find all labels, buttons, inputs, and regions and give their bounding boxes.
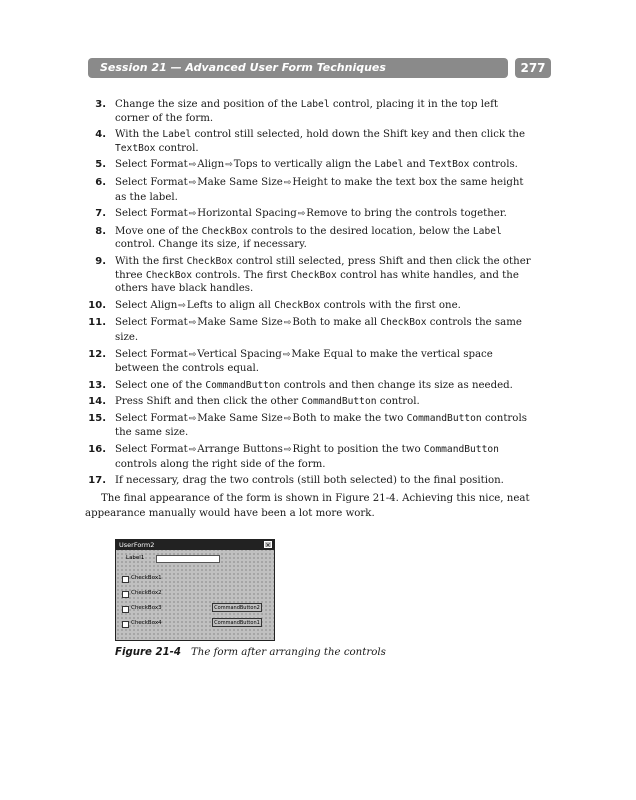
step-text-run: Press Shift and then click the other bbox=[115, 396, 302, 408]
code-term: CommandButton bbox=[423, 444, 499, 456]
step-item bbox=[85, 379, 535, 393]
step-text bbox=[115, 379, 535, 393]
step-text-run: Select Format bbox=[115, 159, 188, 171]
step-text-run: control, placing it in the top left corner of the form. bbox=[115, 99, 498, 124]
step-number: 15. bbox=[88, 412, 106, 424]
figure-caption bbox=[115, 647, 386, 658]
step-text bbox=[115, 395, 535, 409]
checkbox-1-label: CheckBox1 bbox=[131, 575, 162, 581]
menu-arrow-icon: ⇨ bbox=[188, 209, 197, 220]
userform-figure bbox=[115, 539, 275, 641]
menu-arrow-icon: ⇨ bbox=[188, 445, 197, 456]
step-number: 17. bbox=[88, 475, 106, 487]
step-number: 10. bbox=[88, 299, 106, 311]
step-text-run: Select Format bbox=[115, 348, 188, 360]
step-number: 7. bbox=[95, 208, 106, 220]
body-paragraph: The final appearance of the form is shown in Figure 21-4. Achieving this nice, neat appearance manually would have been a lot more work. bbox=[85, 493, 530, 519]
checkbox-2 bbox=[122, 591, 129, 598]
step-text-run: controls along the right side of the form. bbox=[115, 458, 326, 470]
step-item bbox=[85, 474, 535, 488]
step-item bbox=[85, 348, 535, 376]
step-item bbox=[85, 176, 535, 204]
step-text-run: If necessary, drag the two controls (still both selected) to the final position. bbox=[115, 475, 504, 487]
step-text bbox=[115, 316, 535, 344]
step-number: 13. bbox=[88, 379, 106, 391]
step-item bbox=[85, 207, 535, 222]
step-text-run: With the first bbox=[115, 255, 187, 267]
menu-arrow-icon: ⇨ bbox=[178, 300, 186, 311]
step-text-run: Select Format bbox=[115, 412, 188, 424]
checkbox-4-label: CheckBox4 bbox=[131, 620, 162, 626]
menu-arrow-icon: ⇨ bbox=[188, 160, 197, 171]
step-text bbox=[115, 98, 535, 125]
step-number: 9. bbox=[95, 255, 106, 267]
step-text-run: Both to make all bbox=[292, 317, 381, 329]
step-number: 16. bbox=[88, 444, 106, 456]
step-text-run: control. Change its size, if necessary. bbox=[115, 239, 307, 251]
step-item bbox=[85, 395, 535, 409]
step-text-run: Change the size and position of the bbox=[115, 99, 301, 110]
step-text bbox=[115, 299, 535, 314]
code-term: Label bbox=[374, 159, 404, 171]
menu-arrow-icon: ⇨ bbox=[283, 445, 292, 456]
step-text bbox=[115, 348, 535, 376]
code-term: CheckBox bbox=[290, 269, 337, 281]
step-item bbox=[85, 316, 535, 344]
menu-arrow-icon: ⇨ bbox=[188, 413, 197, 424]
figure-caption-text: The form after arranging the controls bbox=[190, 647, 386, 658]
step-text-run: Arrange Buttons bbox=[197, 444, 283, 456]
step-text-run: Both to make the two bbox=[292, 412, 407, 424]
menu-arrow-icon: ⇨ bbox=[225, 160, 233, 171]
step-text bbox=[115, 443, 535, 471]
step-text-run: Select Format bbox=[115, 317, 188, 329]
step-text-run: controls with the first one. bbox=[320, 299, 461, 311]
command-button-1: CommandButton1 bbox=[212, 618, 262, 627]
step-text-run: Make Same Size bbox=[197, 176, 283, 188]
checkbox-1 bbox=[122, 576, 129, 583]
menu-arrow-icon: ⇨ bbox=[283, 318, 292, 329]
step-item bbox=[85, 255, 535, 296]
code-term: TextBox bbox=[429, 159, 470, 171]
code-term: TextBox bbox=[115, 142, 156, 154]
step-text-run: Select Format bbox=[115, 444, 188, 456]
step-text bbox=[115, 225, 535, 252]
checkbox-4 bbox=[122, 621, 129, 628]
step-text-run: Select one of the bbox=[115, 379, 206, 391]
step-text bbox=[115, 176, 535, 204]
menu-arrow-icon: ⇨ bbox=[282, 349, 291, 360]
step-text-run: Height to make the text box the same height as the label. bbox=[115, 176, 524, 203]
step-text-run: controls to the desired location, below the bbox=[247, 225, 473, 237]
step-text-run: Remove to bring the controls together. bbox=[306, 208, 507, 220]
step-number: 4. bbox=[95, 129, 106, 141]
menu-arrow-icon: ⇨ bbox=[297, 209, 306, 220]
step-item bbox=[85, 443, 535, 471]
step-number: 8. bbox=[95, 225, 106, 237]
step-item bbox=[85, 98, 535, 125]
step-text-run: With the bbox=[115, 129, 163, 141]
code-term: CommandButton bbox=[406, 412, 482, 424]
form-titlebar bbox=[116, 540, 274, 550]
step-item bbox=[85, 128, 535, 155]
code-term: CheckBox bbox=[274, 299, 321, 311]
step-text bbox=[115, 255, 535, 296]
step-number: 11. bbox=[88, 317, 106, 329]
step-text-run: Select Format bbox=[115, 176, 188, 188]
step-text-run: Horizontal Spacing bbox=[197, 208, 297, 220]
step-text bbox=[115, 128, 535, 155]
step-text-run: Align bbox=[197, 159, 225, 171]
step-text-run: Make Equal to make the vertical space between the controls equal. bbox=[115, 348, 493, 375]
step-number: 12. bbox=[88, 348, 106, 360]
step-item bbox=[85, 299, 535, 314]
step-text-run: controls. The first bbox=[192, 269, 291, 281]
code-term: Label bbox=[300, 99, 330, 110]
code-term: CheckBox bbox=[380, 317, 427, 329]
step-text bbox=[115, 158, 535, 173]
code-term: CommandButton bbox=[301, 396, 377, 408]
step-text-run: Select Format bbox=[115, 208, 188, 220]
running-header: Session 21 — Advanced User Form Techniques bbox=[88, 58, 508, 78]
step-text-run: Right to position the two bbox=[292, 444, 424, 456]
checkbox-3-label: CheckBox3 bbox=[131, 605, 162, 611]
code-term: Label bbox=[162, 129, 192, 141]
step-text-run: Move one of the bbox=[115, 225, 202, 237]
form-label: Label1 bbox=[126, 555, 145, 561]
step-number: 14. bbox=[88, 396, 106, 408]
step-text-run: controls the same size. bbox=[115, 317, 522, 343]
code-term: Label bbox=[472, 225, 502, 237]
step-text bbox=[115, 207, 535, 222]
step-text-run: Select Align bbox=[115, 299, 178, 311]
step-text-run: control has white handles, and the others have black handles. bbox=[115, 269, 519, 295]
step-item bbox=[85, 412, 535, 440]
step-list bbox=[85, 98, 535, 491]
form-title: UserForm2 bbox=[119, 541, 155, 549]
step-text-run: control still selected, hold down the Shift key and then click the bbox=[191, 129, 526, 141]
step-text-run: and bbox=[403, 159, 430, 171]
menu-arrow-icon: ⇨ bbox=[188, 318, 197, 329]
figure-number: Figure 21-4 bbox=[115, 647, 181, 658]
code-term: CheckBox bbox=[145, 269, 193, 281]
step-item bbox=[85, 158, 535, 173]
form-textbox bbox=[156, 555, 220, 563]
step-text-run: Make Same Size bbox=[197, 412, 283, 424]
step-number: 6. bbox=[95, 176, 106, 188]
page-number: 277 bbox=[515, 58, 551, 78]
step-text-run: controls. bbox=[469, 159, 518, 171]
step-text-run: controls and then change its size as needed. bbox=[280, 379, 513, 391]
step-text bbox=[115, 474, 535, 488]
checkbox-3 bbox=[122, 606, 129, 613]
code-term: CheckBox bbox=[186, 255, 233, 267]
step-text-run: control. bbox=[155, 142, 199, 154]
code-term: CheckBox bbox=[201, 225, 248, 237]
step-text bbox=[115, 412, 535, 440]
menu-arrow-icon: ⇨ bbox=[283, 177, 292, 188]
checkbox-2-label: CheckBox2 bbox=[131, 590, 162, 596]
code-term: CommandButton bbox=[205, 379, 281, 391]
step-text-run: Make Same Size bbox=[197, 317, 283, 329]
menu-arrow-icon: ⇨ bbox=[283, 413, 292, 424]
command-button-2: CommandButton2 bbox=[212, 603, 262, 612]
step-item bbox=[85, 225, 535, 252]
close-icon: × bbox=[265, 542, 271, 549]
menu-arrow-icon: ⇨ bbox=[188, 349, 197, 360]
step-text-run: controls the same size. bbox=[115, 412, 527, 439]
step-text-run: Vertical Spacing bbox=[197, 348, 282, 360]
step-text-run: Lefts to align all bbox=[186, 299, 275, 311]
step-number: 3. bbox=[95, 99, 106, 110]
menu-arrow-icon: ⇨ bbox=[188, 177, 197, 188]
step-text-run: control still selected, press Shift and then click the other three bbox=[115, 255, 531, 281]
step-text-run: control. bbox=[376, 396, 420, 408]
step-number: 5. bbox=[95, 159, 106, 171]
step-text-run: Tops to vertically align the bbox=[233, 159, 375, 171]
